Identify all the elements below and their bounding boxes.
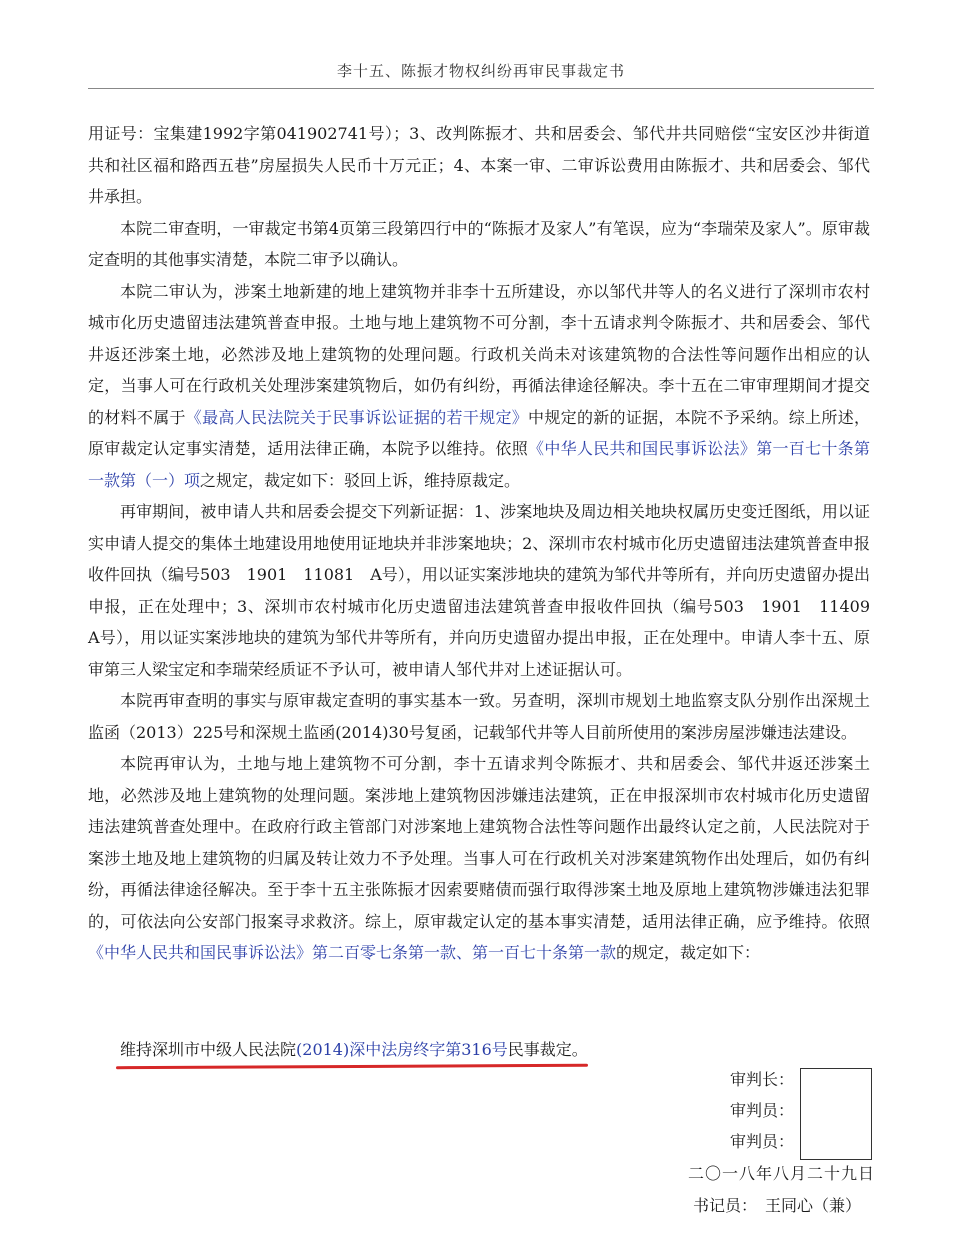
paragraph-1: 用证号：宝集建1992字第041902741号）；3、改判陈振才、共和居委会、邹代井共同赔偿“宝安区沙井街道共和社区福和路西五巷”房屋损失人民币十万元正；4、本案一审、二审诉讼费用由陈振才、共和居委会、邹代井承担。 [88,124,870,206]
document-header-title: 李十五、陈振才物权纠纷再审民事裁定书 [336,62,625,80]
civil-procedure-law-articles-link[interactable]: 《中华人民共和国民事诉讼法》第二百零七条第一款、第一百七十条第一款 [88,943,617,962]
document-body [88,118,887,969]
ruling-text-post: 民事裁定。 [507,1040,588,1059]
ruling-date: 二〇一八年八月二十九日 [688,1164,876,1183]
civil-procedure-law-link[interactable]: 《中华人民共和国民事诉讼法》第一百七十条第一款第（一）项 [88,439,870,490]
paragraph-3-text-b: 中规定的新的证据，本院不予采纳。综上所述，原审裁定认定事实清楚，适用法律正确，本院予以维持。依照 [88,407,870,458]
ruling-case-number-link[interactable]: (2014)深中法房终字第316号 [296,1040,508,1059]
paragraph-2: 本院二审查明，一审裁定书第4页第三段第四行中的“陈振才及家人”有笔误，应为“李瑞荣及家人”。原审裁定查明的其他事实清楚，本院二审予以确认。 [88,218,870,269]
paragraph-5: 本院再审查明的事实与原审裁定查明的事实基本一致。另查明，深圳市规划土地监察支队分别作出深规土监函（2013）225号和深规土监函(2014)30号复函，记载邹代井等人目前所使用的案涉房屋涉嫌违法建设。 [88,691,870,742]
ruling-statement [120,1036,588,1064]
paragraph-6-text-b: 的规定，裁定如下： [616,943,761,962]
judge-label-1: 审判员： [730,1101,795,1120]
redacted-names-box [800,1068,872,1160]
judge-label-2: 审判员： [730,1132,795,1151]
paragraph-3 [88,276,870,497]
chief-judge-label: 审判长： [730,1070,795,1089]
clerk-signature: 书记员： 王同心（兼） [693,1196,862,1215]
paragraph-3-text-c: 之规定，裁定如下：驳回上诉，维持原裁定。 [200,470,521,490]
header-divider [88,88,874,89]
paragraph-3-text-a: 本院二审认为，涉案土地新建的地上建筑物并非李十五所建设，亦以邹代井等人的名义进行了深圳市农村城市化历史遗留违法建筑普查申报。土地与地上建筑物不可分割，李十五请求判令陈振才、共和居委会、邹代井返还涉案土地，必然涉及地上建筑物的处理问题。行政机关尚未对该建筑物的合法性等问题作出相应的认定，当事人可在行政机关处理涉案建筑物后，如仍有纠纷，再循法律途径解决。李十五在二审审理期间才提交的材料不属于 [88,281,870,427]
paragraph-6-text-a: 本院再审认为，土地与地上建筑物不可分割，李十五请求判令陈振才、共和居委会、邹代井返还涉案土地，必然涉及地上建筑物的处理问题。案涉地上建筑物因涉嫌违法建筑，正在申报深圳市农村城市化历史遗留违法建筑普查处理中。在政府行政主管部门对涉案地上建筑物合法性等问题作出最终认定之前，人民法院对于案涉土地及地上建筑物的归属及转让效力不予处理。当事人可在行政机关对涉案建筑物作出处理后，如仍有纠纷，再循法律途径解决。至于李十五主张陈振才因索要赌债而强行取得涉案土地及原地上建筑物涉嫌违法犯罪的，可依法向公安部门报案寻求救济。综上，原审裁定认定的基本事实清楚，适用法律正确，应予维持。依照 [88,754,870,931]
red-underline-mark [116,1064,588,1069]
ruling-text-pre: 维持深圳市中级人民法院 [120,1040,297,1059]
paragraph-6 [88,748,870,969]
evidence-rules-link[interactable]: 《最高人民法院关于民事诉讼证据的若干规定》 [185,407,529,427]
paragraph-4: 再审期间，被申请人共和居委会提交下列新证据：1、涉案地块及周边相关地块权属历史变迁图纸，用以证实申请人提交的集体土地建设用地使用证地块并非涉案地块；2、深圳市农村城市化历史遗留违法建筑普查申报收件回执（编号503 1901 11081 A号），用以证实案涉地块的建筑为邹代井等所有，并向历史遗留办提出申报，正在处理中；3、深圳市农村城市化历史遗留违法建筑普查申报收件回执（编号503 1901 11409 A号），用以证实案涉地块的建筑为邹代井等所有，并向历史遗留办提出申报，正在处理中。申请人李十五、原审第三人梁宝定和李瑞荣经质证不予认可，被申请人邹代井对上述证据认可。 [88,502,887,679]
